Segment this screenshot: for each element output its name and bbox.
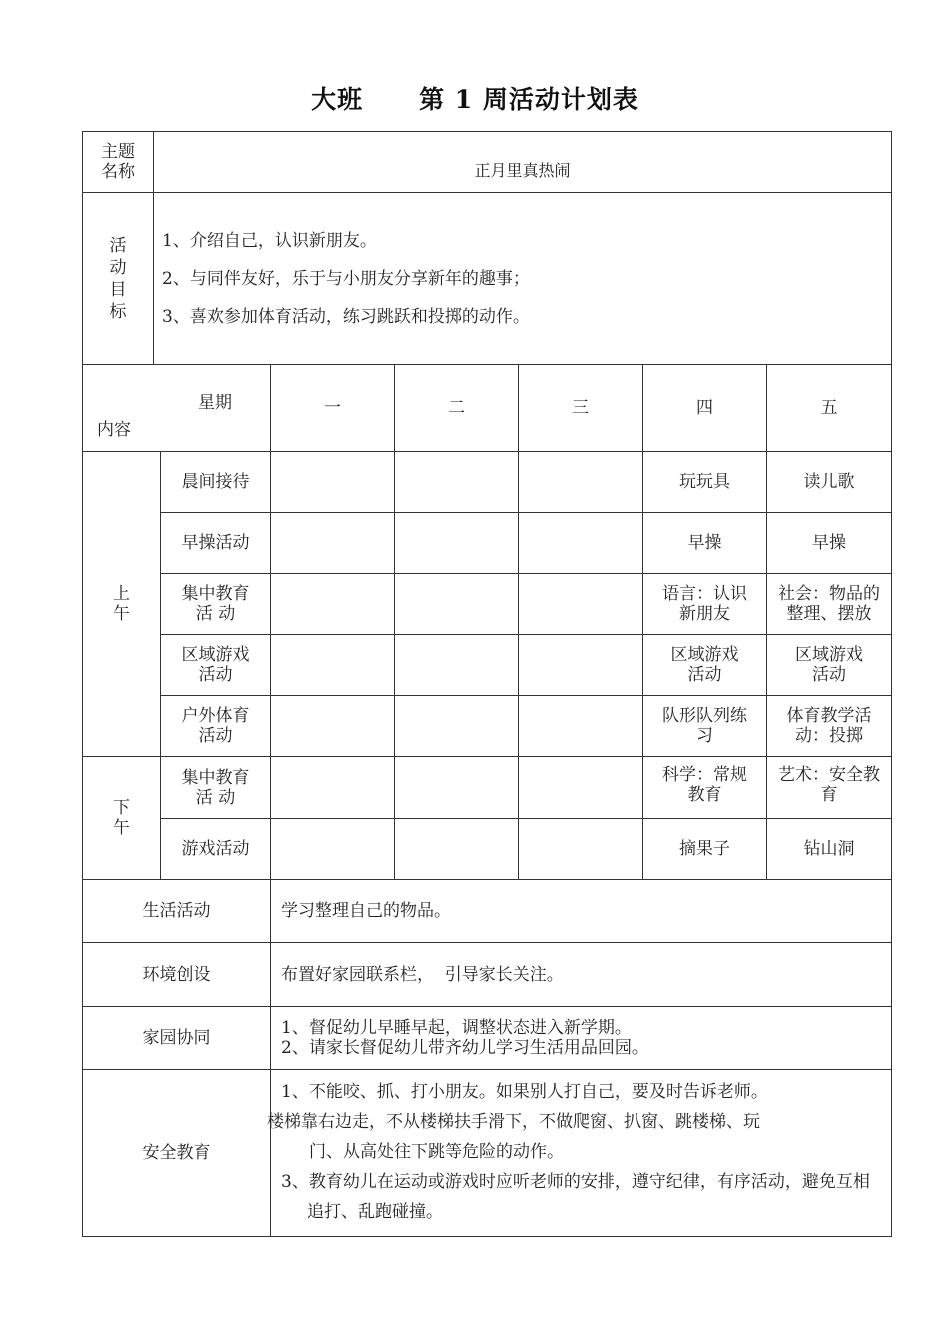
weekday-label: 星期 (198, 393, 232, 413)
day-cell (519, 819, 643, 880)
goals-list (154, 193, 892, 365)
table-row (83, 452, 892, 513)
afternoon-label: 下 午 (83, 757, 161, 880)
day-cell: 队形队列练习 (643, 696, 767, 757)
activity-name: 区域游戏活动 (161, 635, 271, 696)
activity-name: 集中教育活 动 (161, 574, 271, 635)
life-value: 学习整理自己的物品。 (271, 880, 892, 943)
day-cell (519, 513, 643, 574)
table-row (83, 635, 892, 696)
home-item: 1、督促幼儿早睡早起，调整状态进入新学期。 (281, 1018, 632, 1038)
day-cell (271, 635, 395, 696)
day-cell: 摘果子 (643, 819, 767, 880)
day-cell (271, 819, 395, 880)
day-cell (395, 819, 519, 880)
environment-label: 环境创设 (83, 943, 271, 1007)
goal-item: 3、喜欢参加体育活动，练习跳跃和投掷的动作。 (162, 306, 530, 327)
day-header: 五 (767, 365, 892, 452)
day-cell: 钻山洞 (767, 819, 892, 880)
weekly-plan-table (82, 131, 892, 1237)
week-title: 第 1 周活动计划表 (419, 85, 639, 114)
day-cell: 语言：认识新朋友 (643, 574, 767, 635)
table-row (83, 513, 892, 574)
day-cell (395, 513, 519, 574)
day-cell (395, 757, 519, 819)
goals-row (83, 193, 892, 365)
activity-name: 集中教育活 动 (161, 757, 271, 819)
day-header: 一 (271, 365, 395, 452)
safety-label: 安全教育 (83, 1070, 271, 1237)
activity-name: 游戏活动 (161, 819, 271, 880)
table-row (83, 696, 892, 757)
day-cell: 玩玩具 (643, 452, 767, 513)
safety-list (267, 1070, 892, 1237)
safety-item: 3、教育幼儿在运动或游戏时应听老师的安排，遵守纪律，有序活动，避免互相追打、乱跑碰撞。 (281, 1172, 870, 1222)
day-header: 二 (395, 365, 519, 452)
day-cell: 区域游戏活动 (643, 635, 767, 696)
day-cell: 读儿歌 (767, 452, 892, 513)
day-cell: 社会：物品的整理、摆放 (767, 574, 892, 635)
day-cell (519, 696, 643, 757)
day-cell (395, 574, 519, 635)
weekday-header-row (83, 365, 892, 452)
safety-row (83, 1070, 892, 1237)
home-list (271, 1007, 892, 1070)
day-cell: 体育教学活动：投掷 (767, 696, 892, 757)
activity-name: 早操活动 (161, 513, 271, 574)
goal-item: 2、与同伴友好，乐于与小朋友分享新年的趣事； (162, 268, 530, 289)
table-row (83, 757, 892, 819)
day-cell (395, 696, 519, 757)
day-cell: 区域游戏活动 (767, 635, 892, 696)
day-cell: 早操 (643, 513, 767, 574)
goals-label: 活 动 目 标 (83, 193, 154, 365)
morning-label: 上 午 (83, 452, 161, 757)
header-corner-cell (83, 365, 271, 452)
activity-name: 户外体育活动 (161, 696, 271, 757)
day-cell (395, 635, 519, 696)
day-header: 四 (643, 365, 767, 452)
day-cell (519, 757, 643, 819)
theme-value: 正月里真热闹 (154, 132, 892, 193)
page-title (0, 80, 950, 116)
safety-item: 楼梯靠右边走，不从楼梯扶手滑下，不做爬窗、扒窗、跳楼梯、玩 (267, 1112, 760, 1132)
table-row (83, 819, 892, 880)
day-cell (519, 452, 643, 513)
day-cell: 早操 (767, 513, 892, 574)
life-label: 生活活动 (83, 880, 271, 943)
day-cell (519, 635, 643, 696)
home-row (83, 1007, 892, 1070)
activity-name: 晨间接待 (161, 452, 271, 513)
day-cell (271, 513, 395, 574)
day-cell: 艺术：安全教育 (767, 757, 892, 819)
environment-value: 布置好家园联系栏， 引导家长关注。 (271, 943, 892, 1007)
class-name: 大班 (311, 85, 364, 114)
day-cell (519, 574, 643, 635)
day-cell (395, 452, 519, 513)
home-label: 家园协同 (83, 1007, 271, 1070)
life-row (83, 880, 892, 943)
theme-row (83, 132, 892, 193)
safety-item: 1、不能咬、抓、打小朋友。如果别人打自己，要及时告诉老师。 (281, 1082, 768, 1102)
day-cell (271, 696, 395, 757)
day-cell (271, 452, 395, 513)
day-cell (271, 574, 395, 635)
environment-row (83, 943, 892, 1007)
safety-item: 门、从高处往下跳等危险的动作。 (309, 1142, 564, 1162)
day-header: 三 (519, 365, 643, 452)
day-cell: 科学：常规教育 (643, 757, 767, 819)
goal-item: 1、介绍自己，认识新朋友。 (162, 230, 377, 251)
content-label: 内容 (97, 420, 131, 440)
table-row (83, 574, 892, 635)
theme-label: 主题名称 (83, 132, 154, 193)
home-item: 2、请家长督促幼儿带齐幼儿学习生活用品回园。 (281, 1038, 649, 1058)
day-cell (271, 757, 395, 819)
